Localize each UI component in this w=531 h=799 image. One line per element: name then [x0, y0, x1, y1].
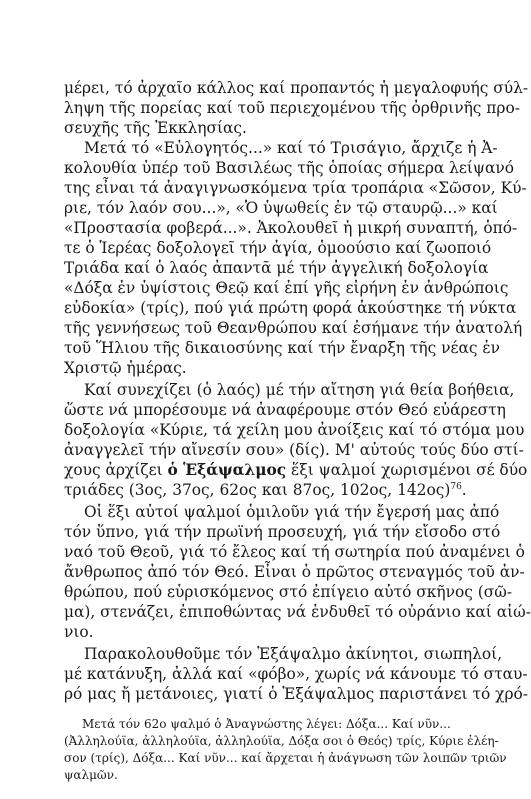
- text-line: μα), στενάζει, ἐπιποθώντας νά ἐνδυθεῖ τό οὐράνιο καί αἰώ-: [64, 603, 531, 621]
- text-line: Μετά τό «Εὐλογητός...» καί τό Τρισάγιο, ἄρχιζε ἡ Ἀ-: [84, 139, 498, 157]
- footnote-line: ψαλμῶν.: [64, 768, 118, 782]
- text-line: «Προστασία φοβερά...». Ἀκολουθεῖ ἡ μικρή συναπτή, ὁπό-: [64, 219, 518, 237]
- text-line: τε ὁ Ἱερέας δοξολογεῖ τήν ἁγία, ὁμοούσιο καί ζωοποιό: [64, 239, 492, 257]
- text-line: ἀναγγελεῖ τήν αἴνεσίν σου» (δίς). Μ' αὐτούς τούς δύο στί-: [64, 441, 524, 459]
- text-line: ναό τοῦ Θεοῦ, γιά τό ἔλεος καί τή σωτηρία πού ἀναμένει ὁ: [64, 543, 525, 561]
- footnote-ref: 76: [450, 481, 462, 492]
- line-suffix: ἕξι ψαλμοί χωρισμένοι σέ δύο: [286, 461, 528, 479]
- hexapsalmos-term: ὁ Ἑξάψαλμος: [167, 461, 287, 479]
- text-line: Παρακολουθοῦμε τόν Ἑξάψαλμο ἀκίνητοι, σιωπηλοί,: [84, 645, 503, 663]
- text-line: τόν ὕπνο, γιά τήν πρωϊνή προσευχή, γιά τήν εἴσοδο στό: [64, 523, 501, 541]
- text-line-triads: [64, 480, 467, 500]
- text-line: Τριάδα καί ὁ λαός ἀπαντᾶ μέ τήν ἀγγελική δοξολογία: [64, 259, 489, 277]
- text-line: μέρει, τό ἀρχαῖο κάλλος καί προπαντός ἡ μεγαλοφυής σύλ-: [64, 79, 529, 97]
- text-line: ρό μας ἤ μετάνοιες, γιατί ὁ Ἑξάψαλμος παριστάνει τό χρό-: [64, 685, 528, 703]
- line-prefix: χους ἀρχίζει: [64, 461, 168, 479]
- text-line: τῆς γεννήσεως τοῦ Θεανθρώπου καί ἐσήμανε τήν ἀνατολή: [64, 319, 523, 337]
- text-line: ἄνθρωπος ἀπό τόν Θεό. Εἶναι ὁ πρῶτος στεναγμός τοῦ ἀν-: [64, 563, 525, 581]
- text-line: ριε, τόν λαόν σου...», «Ὁ ὑψωθείς ἐν τῷ σταυρῷ...» καί: [64, 199, 498, 217]
- text-line: νιο.: [64, 623, 94, 641]
- text-line: κολουθία ὑπέρ τοῦ Βασιλέως τῆς ὁποίας σήμερα λείψανό: [64, 159, 515, 177]
- text-line: μέ κατάνυξη, ἀλλά καί «φόβο», χωρίς νά κάνουμε τό σταυ-: [64, 665, 528, 683]
- text-line: ὥστε νά μπορέσουμε νά ἀναφέρουμε στόν Θεό εὐάρεστη: [64, 401, 506, 419]
- text-line: σευχῆς τῆς Ἐκκλησίας.: [64, 119, 247, 137]
- text-line: δοξολογία «Κύριε, τά χείλη μου ἀνοίξεις καί τό στόμα μου: [64, 421, 525, 439]
- text-line: Χριστῷ ἡμέρας.: [64, 359, 187, 377]
- text-line: της εἶναι τά ἀναγιγνωσκόμενα τρία τροπάρια «Σῶσον, Κύ-: [64, 179, 527, 197]
- text-line: θρώπου, πού εὑρισκόμενος στό ἐπίγειο αὐτό σκῆνος (σῶ-: [64, 583, 513, 601]
- triads-tail: .: [461, 481, 467, 499]
- triads-text: τριάδες (3ος, 37ος, 62ος και 87ος, 102ος, 142ος): [64, 481, 451, 499]
- footnote-line: Μετά τόν 62ο ψαλμό ὁ Ἀναγνώστης λέγει: Δόξα... Καί νῦν...: [82, 717, 451, 731]
- text-line-hexapsalmos: [64, 460, 528, 480]
- text-line: Οἱ ἕξι αὐτοί ψαλμοί ὁμιλοῦν γιά τήν ἔγερσή μας ἀπό: [84, 503, 500, 521]
- text-line: εὐδοκία» (τρίς), πού γιά πρώτη φορά ἀκούστηκε τή νύκτα: [64, 299, 517, 317]
- text-line: ληψη τῆς πορείας καί τοῦ περιεχομένου τῆς ὀρθρινῆς προ-: [64, 99, 520, 117]
- footnote-line: (Ἀλληλούϊα, ἀλληλούϊα, ἀλληλούϊα, Δόξα σοι ὁ Θεός) τρίς, Κύριε ἐλέη-: [64, 734, 499, 748]
- footnote-line: σον (τρίς), Δόξα... Καί νῦν... καί ἄρχεται ἡ ἀνάγνωση τῶν λοιπῶν τριῶν: [64, 751, 507, 765]
- text-line: τοῦ Ἥλιου τῆς δικαιοσύνης καί τήν ἔναρξη τῆς νέας ἐν: [64, 339, 501, 357]
- text-line: «Δόξα ἐν ὑψίστοις Θεῷ καί ἐπί γῆς εἰρήνη ἐν ἀνθρώποις: [64, 279, 509, 297]
- text-line: Καί συνεχίζει (ὁ λαός) μέ τήν αἴτηση γιά θεία βοήθεια,: [84, 381, 515, 399]
